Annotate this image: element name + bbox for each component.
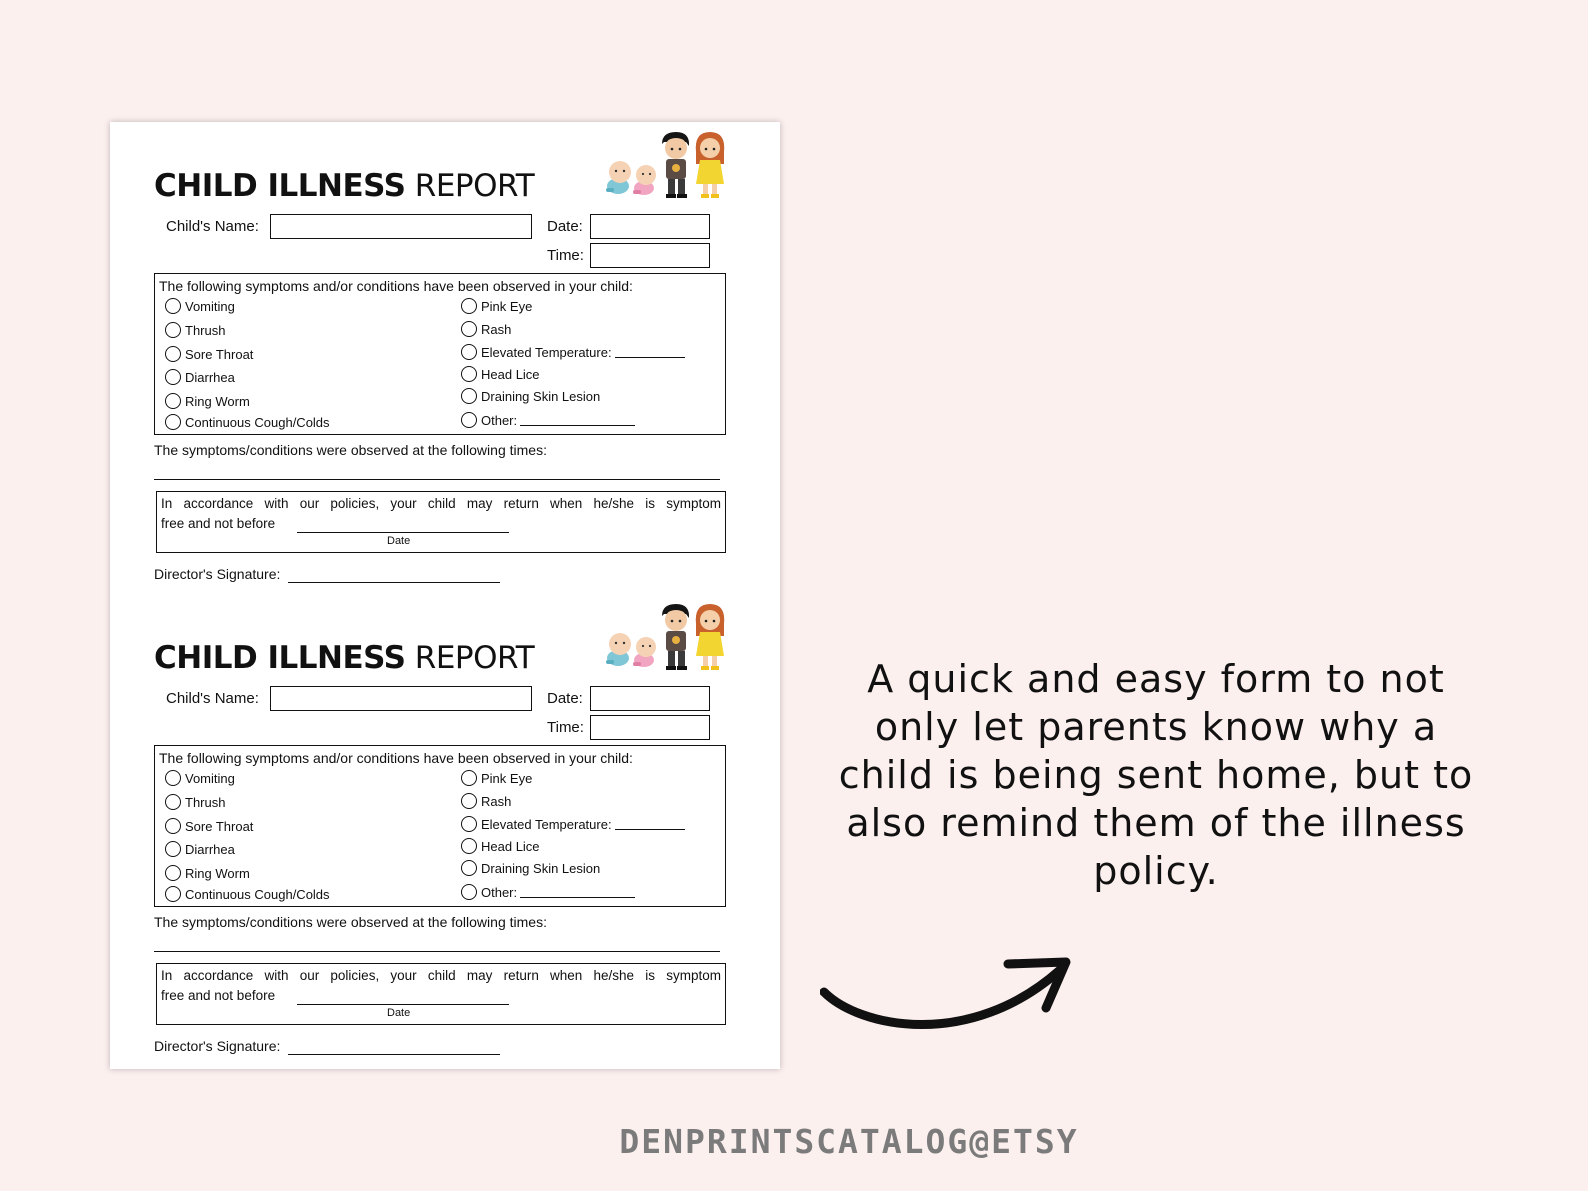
- form-title-bold: CHILD ILLNESS: [154, 640, 406, 676]
- symptom-option[interactable]: Vomiting: [165, 770, 235, 786]
- policy-text-line-2: free and not before: [161, 516, 276, 531]
- children-illustration: [600, 130, 730, 202]
- radio-circle-icon[interactable]: [461, 344, 477, 360]
- symptoms-heading: The following symptoms and/or conditions have been observed in your child:: [159, 278, 633, 294]
- product-caption: A quick and easy form to not only let parents know why a child is being sent home, but to also remind them of the illness policy.: [838, 657, 1474, 893]
- time-label: Time:: [547, 247, 584, 264]
- temperature-line[interactable]: [615, 818, 685, 830]
- radio-circle-icon[interactable]: [165, 818, 181, 834]
- radio-circle-icon[interactable]: [461, 884, 477, 900]
- girl-icon: [696, 604, 724, 670]
- illness-report-form-1: [154, 130, 729, 580]
- symptoms-box: [154, 745, 726, 907]
- symptom-option[interactable]: Draining Skin Lesion: [461, 860, 600, 876]
- date-label: Date:: [547, 690, 583, 707]
- return-policy-box: [156, 963, 726, 1025]
- date-field[interactable]: [590, 686, 710, 711]
- radio-circle-icon[interactable]: [165, 886, 181, 902]
- radio-circle-icon[interactable]: [461, 770, 477, 786]
- radio-circle-icon[interactable]: [461, 298, 477, 314]
- boy-icon: [662, 604, 689, 670]
- times-label: The symptoms/conditions were observed at the following times:: [154, 442, 547, 458]
- child-name-field[interactable]: [270, 686, 532, 711]
- return-date-line[interactable]: [297, 532, 509, 533]
- radio-circle-icon[interactable]: [165, 865, 181, 881]
- symptom-option[interactable]: Elevated Temperature:: [461, 344, 685, 360]
- return-date-caption: Date: [387, 1007, 411, 1019]
- radio-circle-icon[interactable]: [461, 816, 477, 832]
- curved-arrow-icon: [820, 950, 1090, 1050]
- illness-report-form-2: [154, 602, 729, 1052]
- radio-circle-icon[interactable]: [461, 838, 477, 854]
- symptom-option[interactable]: Other:: [461, 884, 635, 900]
- time-field[interactable]: [590, 243, 710, 268]
- signature-line[interactable]: [288, 1054, 500, 1055]
- child-name-label: Child's Name:: [166, 218, 259, 235]
- form-title: [154, 168, 534, 204]
- girl-icon: [696, 132, 724, 198]
- symptom-option[interactable]: Vomiting: [165, 298, 235, 314]
- time-field[interactable]: [590, 715, 710, 740]
- child-name-field[interactable]: [270, 214, 532, 239]
- radio-circle-icon[interactable]: [461, 366, 477, 382]
- times-line[interactable]: [154, 479, 720, 480]
- symptom-option[interactable]: Sore Throat: [165, 346, 253, 362]
- times-label: The symptoms/conditions were observed at the following times:: [154, 914, 547, 930]
- radio-circle-icon[interactable]: [461, 793, 477, 809]
- symptom-option[interactable]: Pink Eye: [461, 770, 532, 786]
- baby-pink-icon: [633, 165, 656, 195]
- signature-line[interactable]: [288, 582, 500, 583]
- radio-circle-icon[interactable]: [165, 841, 181, 857]
- signature-label: Director's Signature:: [154, 566, 281, 582]
- baby-blue-icon: [606, 633, 631, 666]
- policy-text-line-2: free and not before: [161, 988, 276, 1003]
- symptom-option[interactable]: Pink Eye: [461, 298, 532, 314]
- date-field[interactable]: [590, 214, 710, 239]
- symptom-option[interactable]: Rash: [461, 321, 511, 337]
- times-line[interactable]: [154, 951, 720, 952]
- symptom-option[interactable]: Head Lice: [461, 366, 540, 382]
- symptom-option[interactable]: Ring Worm: [165, 865, 250, 881]
- radio-circle-icon[interactable]: [165, 393, 181, 409]
- other-line[interactable]: [520, 886, 635, 898]
- form-title-light: REPORT: [414, 640, 535, 676]
- radio-circle-icon[interactable]: [165, 346, 181, 362]
- date-label: Date:: [547, 218, 583, 235]
- radio-circle-icon[interactable]: [165, 414, 181, 430]
- children-illustration: [600, 602, 730, 674]
- radio-circle-icon[interactable]: [461, 388, 477, 404]
- time-label: Time:: [547, 719, 584, 736]
- symptom-option[interactable]: Thrush: [165, 794, 225, 810]
- symptoms-heading: The following symptoms and/or conditions have been observed in your child:: [159, 750, 633, 766]
- symptom-option[interactable]: Other:: [461, 412, 635, 428]
- radio-circle-icon[interactable]: [165, 322, 181, 338]
- boy-icon: [662, 132, 689, 198]
- form-title: [154, 640, 534, 676]
- return-date-caption: Date: [387, 535, 411, 547]
- radio-circle-icon[interactable]: [461, 860, 477, 876]
- policy-text-line-1: In accordance with our policies, your child may return when he/she is symptom: [161, 968, 721, 983]
- printable-sheet: [110, 122, 780, 1069]
- symptom-option[interactable]: Ring Worm: [165, 393, 250, 409]
- symptom-option[interactable]: Continuous Cough/Colds: [165, 886, 330, 902]
- radio-circle-icon[interactable]: [461, 412, 477, 428]
- form-title-light: REPORT: [414, 168, 535, 204]
- return-policy-box: [156, 491, 726, 553]
- symptoms-box: [154, 273, 726, 435]
- signature-label: Director's Signature:: [154, 1038, 281, 1054]
- form-title-bold: CHILD ILLNESS: [154, 168, 406, 204]
- child-name-label: Child's Name:: [166, 690, 259, 707]
- symptom-option[interactable]: Sore Throat: [165, 818, 253, 834]
- radio-circle-icon[interactable]: [461, 321, 477, 337]
- symptom-option[interactable]: Head Lice: [461, 838, 540, 854]
- baby-pink-icon: [633, 637, 656, 667]
- symptom-option[interactable]: Diarrhea: [165, 369, 235, 385]
- symptom-option[interactable]: Continuous Cough/Colds: [165, 414, 330, 430]
- symptom-option[interactable]: Elevated Temperature:: [461, 816, 685, 832]
- shop-watermark: DENPRINTSCATALOG@ETSY: [619, 1122, 1079, 1161]
- return-date-line[interactable]: [297, 1004, 509, 1005]
- policy-text-line-1: In accordance with our policies, your child may return when he/she is symptom: [161, 496, 721, 511]
- radio-circle-icon[interactable]: [165, 298, 181, 314]
- temperature-line[interactable]: [615, 346, 685, 358]
- other-line[interactable]: [520, 414, 635, 426]
- radio-circle-icon[interactable]: [165, 770, 181, 786]
- radio-circle-icon[interactable]: [165, 794, 181, 810]
- baby-blue-icon: [606, 161, 631, 194]
- symptom-option[interactable]: Diarrhea: [165, 841, 235, 857]
- symptom-option[interactable]: Rash: [461, 793, 511, 809]
- symptom-option[interactable]: Thrush: [165, 322, 225, 338]
- radio-circle-icon[interactable]: [165, 369, 181, 385]
- symptom-option[interactable]: Draining Skin Lesion: [461, 388, 600, 404]
